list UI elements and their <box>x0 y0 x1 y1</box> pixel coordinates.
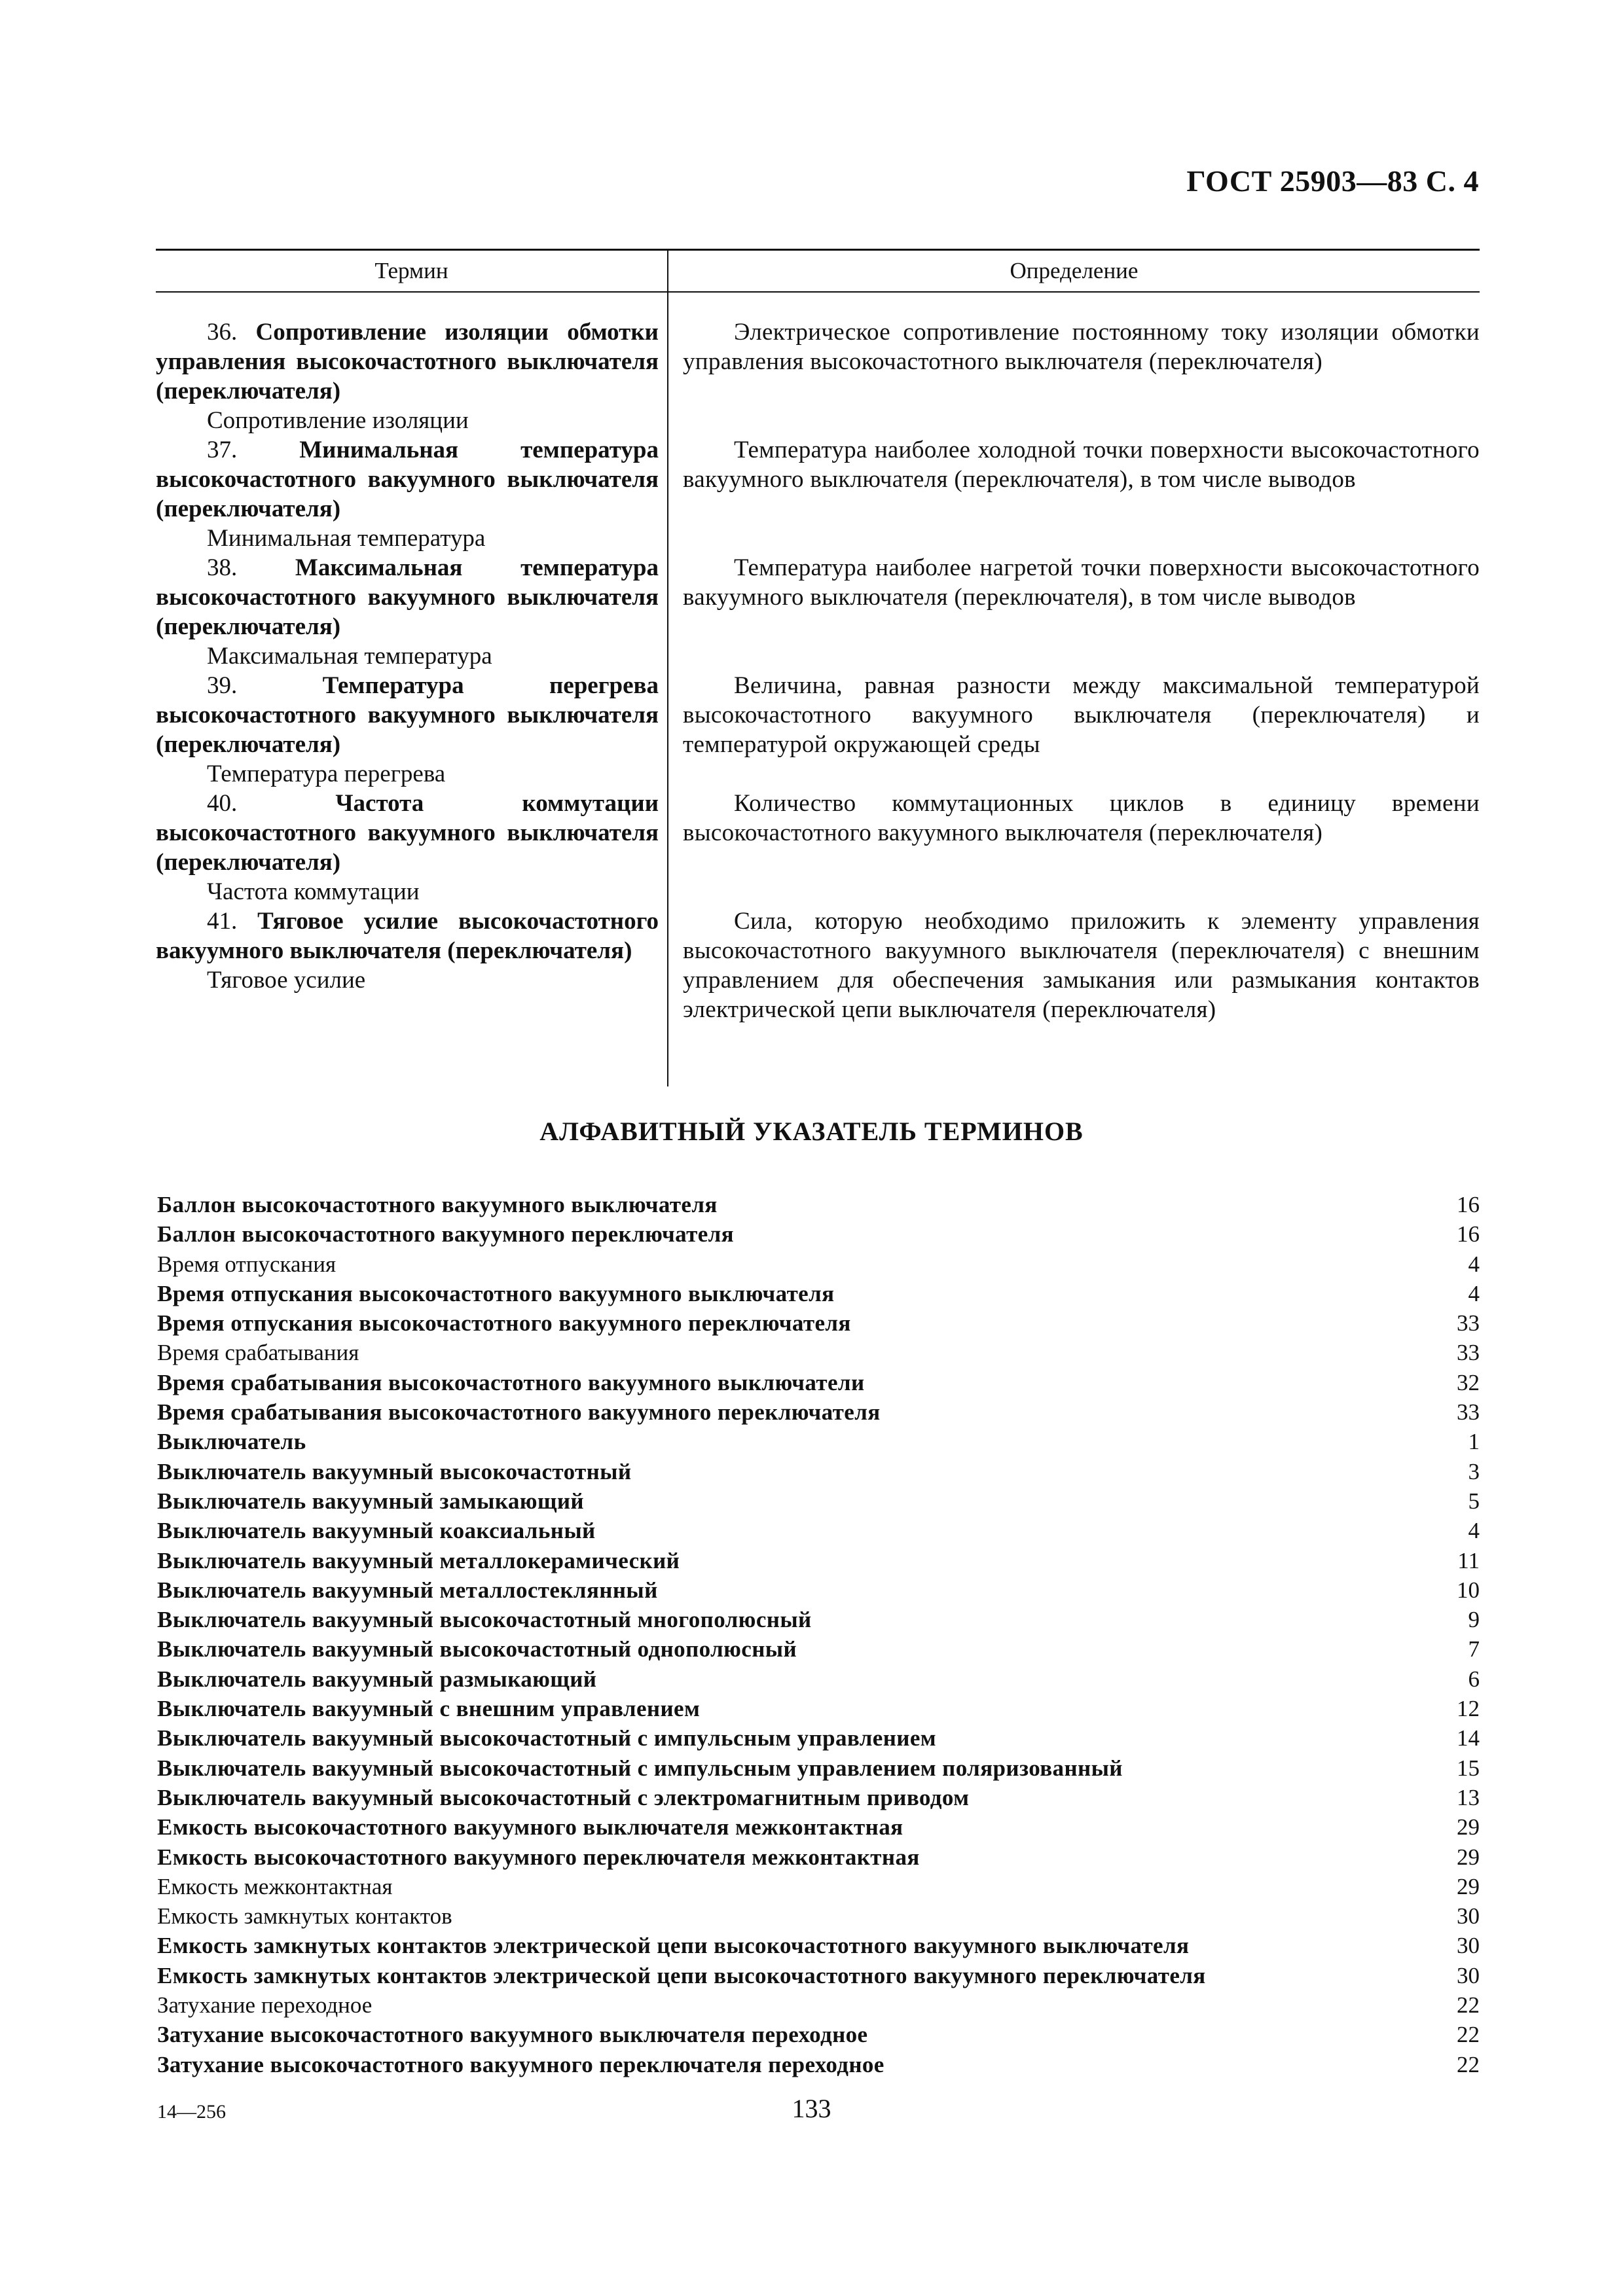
page-header-title: ГОСТ 25903—83 С. 4 <box>1186 164 1479 198</box>
index-term: Выключатель вакуумный коаксиальный <box>157 1518 596 1544</box>
term-cell <box>156 789 659 906</box>
term-short-form: Максимальная температура <box>207 643 492 670</box>
column-divider <box>667 249 668 1086</box>
index-entry <box>157 1249 1480 1279</box>
term-short-form: Минимальная температура <box>207 525 486 552</box>
index-term: Время отпускания высокочастотного вакуумного переключателя <box>157 1310 851 1336</box>
definition-cell: Температура наиболее нагретой точки поверхности высокочастотного вакуумного выключателя (переключателя), в том числе выводов <box>683 554 1480 611</box>
index-entry <box>157 1516 1480 1545</box>
index-page-ref: 29 <box>1457 1814 1480 1840</box>
alphabetical-index <box>157 1190 1480 2079</box>
index-page-ref: 5 <box>1468 1488 1480 1514</box>
index-entry <box>157 1605 1480 1634</box>
index-page-ref: 16 <box>1457 1221 1480 1247</box>
term-name: Максимальная температура высокочастотного вакуумного выключателя (переключателя) <box>156 554 659 640</box>
term-number: 37. <box>207 437 238 463</box>
index-entry <box>157 1961 1480 1990</box>
index-page-ref: 30 <box>1457 1933 1480 1959</box>
term-cell <box>156 553 659 671</box>
index-term: Выключатель вакуумный высокочастотный с импульсным управлением поляризованный <box>157 1755 1123 1781</box>
index-term: Баллон высокочастотного вакуумного переключателя <box>157 1221 735 1247</box>
footer-code: 14—256 <box>157 2101 226 2123</box>
term-name: Минимальная температура высокочастотного вакуумного выключателя (переключателя) <box>156 437 659 522</box>
index-entry <box>157 1664 1480 1694</box>
index-term: Емкость замкнутых контактов электрической цепи высокочастотного вакуумного переключателя <box>157 1962 1206 1988</box>
index-term: Затухание высокочастотного вакуумного переключателя переходное <box>157 2051 884 2077</box>
index-entry <box>157 1723 1480 1753</box>
index-entry <box>157 1812 1480 1842</box>
index-entry <box>157 1931 1480 1960</box>
term-name: Сопротивление изоляции обмотки управления высокочастотного выключателя (переключателя) <box>156 319 659 404</box>
index-page-ref: 32 <box>1457 1369 1480 1395</box>
index-entry <box>157 1901 1480 1931</box>
index-term: Выключатель вакуумный размыкающий <box>157 1666 597 1692</box>
term-short-form: Сопротивление изоляции <box>207 407 469 434</box>
index-term: Время отпускания высокочастотного вакуумного выключателя <box>157 1280 835 1306</box>
index-term: Выключатель вакуумный высокочастотный <box>157 1458 632 1484</box>
index-page-ref: 3 <box>1468 1458 1480 1484</box>
term-name: Тяговое усилие высокочастотного вакуумного выключателя (переключателя) <box>156 908 659 964</box>
index-term: Емкость замкнутых контактов <box>157 1903 452 1929</box>
index-page-ref: 4 <box>1468 1251 1480 1277</box>
index-entry <box>157 1190 1480 1219</box>
column-header-term: Термин <box>374 258 448 283</box>
index-term: Выключатель вакуумный металлостеклянный <box>157 1577 658 1603</box>
index-term: Время срабатывания высокочастотного вакуумного выключатели <box>157 1369 865 1395</box>
index-entry <box>157 1427 1480 1456</box>
index-term: Выключатель вакуумный высокочастотный с электромагнитным приводом <box>157 1784 970 1810</box>
term-short-form: Частота коммутации <box>207 878 420 905</box>
term-name: Частота коммутации высокочастотного вакуумного выключателя (переключателя) <box>156 790 659 876</box>
index-entry <box>157 1634 1480 1664</box>
index-term: Емкость высокочастотного вакуумного переключателя межконтактная <box>157 1844 920 1870</box>
index-term: Выключатель вакуумный замыкающий <box>157 1488 584 1514</box>
index-page-ref: 33 <box>1457 1399 1480 1426</box>
definition-cell: Электрическое сопротивление постоянному току изоляции обмотки управления высокочастотного выключателя (переключателя) <box>683 319 1480 375</box>
index-page-ref: 22 <box>1457 2051 1480 2077</box>
index-page-ref: 33 <box>1457 1310 1480 1336</box>
definition-cell: Количество коммутационных циклов в единицу времени высокочастотного вакуумного выключателя (переключателя) <box>683 790 1480 846</box>
term-number: 39. <box>207 672 238 699</box>
index-page-ref: 29 <box>1457 1844 1480 1870</box>
index-term: Емкость замкнутых контактов электрической цепи высокочастотного вакуумного выключателя <box>157 1933 1190 1959</box>
index-entry <box>157 1368 1480 1397</box>
header-rule <box>156 291 1480 293</box>
term-name: Температура перегрева высокочастотного вакуумного выключателя (переключателя) <box>156 672 659 758</box>
index-entry <box>157 1546 1480 1575</box>
index-page-ref: 29 <box>1457 1873 1480 1899</box>
index-page-ref: 7 <box>1468 1636 1480 1662</box>
index-page-ref: 33 <box>1457 1340 1480 1366</box>
term-number: 36. <box>207 319 238 346</box>
index-entry <box>157 1753 1480 1783</box>
index-entry <box>157 1219 1480 1249</box>
index-term: Выключатель вакуумный высокочастотный с импульсным управлением <box>157 1725 937 1751</box>
index-term: Выключатель вакуумный высокочастотный однополюсный <box>157 1636 797 1662</box>
definition-cell: Температура наиболее холодной точки поверхности высокочастотного вакуумного выключателя (переключателя), в том числе выводов <box>683 437 1480 493</box>
index-term: Выключатель вакуумный с внешним управлением <box>157 1696 701 1722</box>
index-term: Емкость высокочастотного вакуумного выключателя межконтактная <box>157 1814 903 1840</box>
index-entry <box>157 2020 1480 2049</box>
index-term: Время срабатывания высокочастотного вакуумного переключателя <box>157 1399 881 1426</box>
definition-cell: Величина, равная разности между максимальной температурой высокочастотного вакуумного выключателя (переключателя) и температурой окружающей среды <box>683 672 1480 758</box>
index-term: Затухание высокочастотного вакуумного выключателя переходное <box>157 2022 868 2048</box>
index-entry <box>157 1308 1480 1338</box>
index-page-ref: 1 <box>1468 1429 1480 1455</box>
index-entry <box>157 2050 1480 2079</box>
term-short-form: Тяговое усилие <box>207 967 366 994</box>
index-page-ref: 4 <box>1468 1518 1480 1544</box>
index-page-ref: 22 <box>1457 2022 1480 2048</box>
term-cell <box>156 317 659 435</box>
term-number: 38. <box>207 554 238 581</box>
index-term: Емкость межконтактная <box>157 1873 393 1899</box>
term-cell <box>156 435 659 553</box>
index-page-ref: 30 <box>1457 1903 1480 1929</box>
index-page-ref: 15 <box>1457 1755 1480 1781</box>
index-entry <box>157 1575 1480 1605</box>
page-number: 133 <box>792 2094 831 2123</box>
index-term: Выключатель вакуумный высокочастотный многополюсный <box>157 1607 812 1633</box>
index-term: Баллон высокочастотного вакуумного выключателя <box>157 1192 718 1217</box>
index-term: Время срабатывания <box>157 1340 359 1366</box>
index-page-ref: 22 <box>1457 1992 1480 2018</box>
index-page-ref: 14 <box>1457 1725 1480 1751</box>
term-number: 41. <box>207 908 238 935</box>
index-page-ref: 16 <box>1457 1192 1480 1217</box>
index-entry <box>157 1279 1480 1308</box>
index-page-ref: 30 <box>1457 1962 1480 1988</box>
table-top-rule <box>156 249 1480 251</box>
index-page-ref: 11 <box>1457 1547 1480 1573</box>
index-entry <box>157 1783 1480 1812</box>
term-cell <box>156 671 659 789</box>
index-page-ref: 9 <box>1468 1607 1480 1633</box>
index-entry <box>157 1694 1480 1723</box>
index-page-ref: 13 <box>1457 1784 1480 1810</box>
term-number: 40. <box>207 790 238 817</box>
term-cell <box>156 906 659 995</box>
index-term: Выключатель вакуумный металлокерамический <box>157 1547 680 1573</box>
index-entry <box>157 1486 1480 1516</box>
index-page-ref: 6 <box>1468 1666 1480 1692</box>
column-header-definition: Определение <box>1010 258 1139 283</box>
index-entry <box>157 1338 1480 1367</box>
index-term: Выключатель <box>157 1429 306 1455</box>
index-entry <box>157 1872 1480 1901</box>
index-entry <box>157 1842 1480 1872</box>
index-entry <box>157 1457 1480 1486</box>
index-page-ref: 4 <box>1468 1280 1480 1306</box>
index-term: Затухание переходное <box>157 1992 373 2018</box>
index-entry <box>157 1397 1480 1427</box>
definition-cell: Сила, которую необходимо приложить к элементу управления высокочастотного вакуумного выключателя (переключателя) с внешним управлением для обеспечения замыкания или размыкания контактов электрической цепи выключателя (переключателя) <box>683 908 1480 1023</box>
index-page-ref: 12 <box>1457 1696 1480 1722</box>
index-entry <box>157 1990 1480 2020</box>
index-term: Время отпускания <box>157 1251 337 1277</box>
index-page-ref: 10 <box>1457 1577 1480 1603</box>
term-short-form: Температура перегрева <box>207 761 446 787</box>
index-title: АЛФАВИТНЫЙ УКАЗАТЕЛЬ ТЕРМИНОВ <box>539 1117 1084 1146</box>
